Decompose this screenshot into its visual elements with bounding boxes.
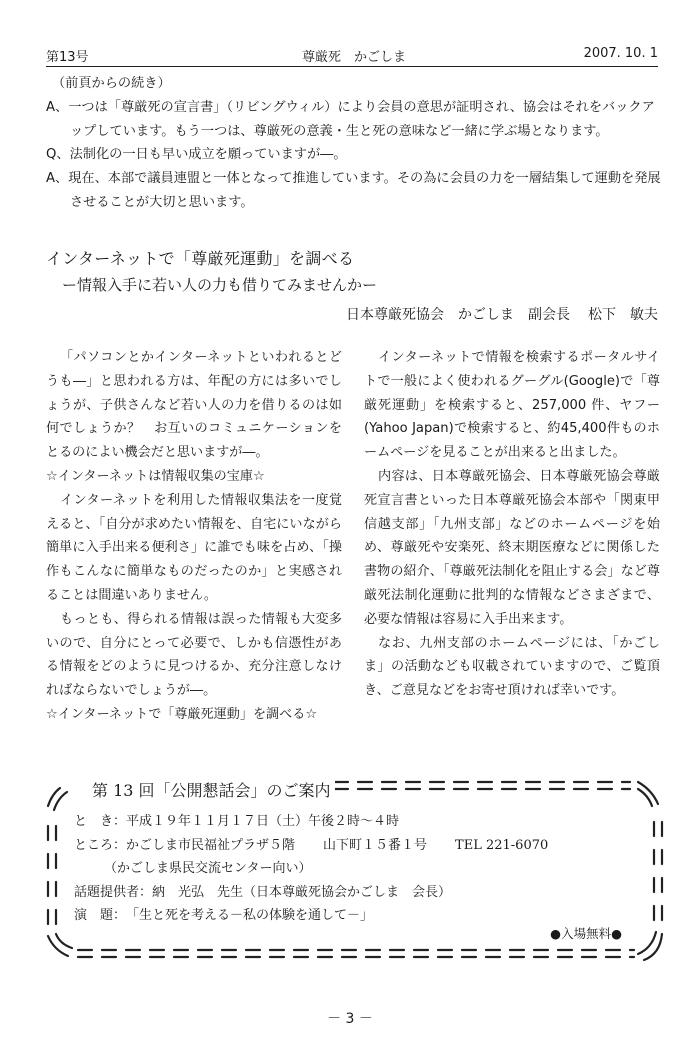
article-left-column — [46, 346, 342, 727]
right-paragraph-2: 内容は、日本尊厳死協会、日本尊厳死協会尊厳死宣言書といった日本尊厳死協会本部や「関東甲信越支部」「九州支部」などのホームページを始め、尊厳死や安楽死、終末期医療などに関係した書物の紹介、「尊厳死法制化を阻止する会」など尊厳死法制化運動に批判的な情報などさまざまで、必要な情報は容易に入手出来ます。 — [364, 468, 660, 627]
page-number: － 3 － — [327, 1011, 373, 1027]
article-subtitle: ー情報入手に若い人の力も借りてみませんかー — [62, 276, 378, 294]
article-byline — [328, 304, 658, 324]
place-address: 山下町１５番１号 — [323, 837, 428, 853]
notice-place-row — [74, 834, 634, 858]
qa-question-2: Q、法制化の一日も早い成立を願っていますが―。 — [46, 147, 347, 163]
article-right-column — [364, 346, 660, 703]
date-value: 平成１９年１１月１７日（土）午後２時～４時 — [126, 814, 400, 829]
event-notice-box — [34, 760, 672, 972]
left-heading-1: ☆インターネットは情報収集の宝庫☆ — [46, 468, 265, 484]
right-paragraph-3: なお、九州支部のホームページには、「かごしま」の活動なども収載されていますので、ご覧頂き、ご意見などをお寄せ頂ければ幸いです。 — [364, 635, 660, 699]
notice-title: 第 13 回「公開懇話会」のご案内 — [88, 778, 335, 801]
topic-label: 演 題： — [74, 908, 127, 923]
left-heading-2: ☆インターネットで「尊厳死運動」を調べる☆ — [46, 706, 318, 722]
speaker-label: 話題提供者： — [74, 884, 153, 900]
place-tel: TEL 221-6070 — [455, 837, 549, 853]
issue-number: 第13号 — [46, 50, 89, 65]
newsletter-title: 尊厳死 かごしま — [302, 50, 407, 65]
notice-body — [74, 810, 634, 928]
qa-answer-1: A、一つは「尊厳死の宣言書」（リビングウィル）により会員の意思が証明され、協会はそれをバックアップしています。もう一つは、尊厳死の意義・生と死の意味など一緒に学ぶ場となります。 — [46, 99, 655, 139]
continued-note: （前頁からの続き） — [52, 76, 171, 91]
issue-date: 2007. 10. 1 — [583, 46, 658, 61]
notice-speaker-row — [74, 881, 634, 905]
byline-name: 松下 敏夫 — [588, 307, 658, 323]
page-header — [46, 46, 658, 67]
place-label: ところ： — [74, 837, 127, 853]
place-note: （かごしま県民交流センター向い） — [104, 861, 312, 876]
byline-org: 日本尊厳死協会 かごしま 副会長 — [346, 307, 570, 323]
qa-answer-2: A、現在、本部で議員連盟と一体となって推進しています。その為に会員の力を一層結集して運動を発展させることが大切と思います。 — [46, 171, 661, 210]
left-paragraph-3: もっとも、得られる情報は誤った情報も大変多いので、自分にとって必要で、しかも信憑性がある情報をどのように見つけるか、充分注意しなければならないでしょうが―。 — [46, 611, 342, 699]
date-label: と き： — [74, 814, 127, 829]
notice-date-row — [74, 810, 634, 834]
left-paragraph-2: インターネットを利用した情報収集法を一度覚えると、「自分が求めたい情報を、自宅にいながら簡単に入手出来る便利さ」に誰でも味を占め、「操作もこんなに簡単なものだったのか」と実感されることは間違いありません。 — [46, 492, 342, 603]
right-paragraph-1: インターネットで情報を検索するポータルサイトで一般によく使われるグーグル(Google)で「尊厳死運動」を検索すると、257,000 件、ヤフー(Yahoo Japan)で検索すると、約45,400件ものホームページを見ることが出来ると出ました。 — [364, 350, 660, 461]
admission-free-badge: ●入場無料● — [550, 926, 622, 941]
speaker-value: 納 光弘 先生（日本尊厳死協会かごしま 会長） — [152, 884, 452, 900]
place-value: かごしま市民福祉プラザ５階 — [126, 837, 296, 853]
topic-value: 「生と死を考える－私の体験を通して－」 — [126, 908, 374, 923]
left-paragraph-1: 「パソコンとかインターネットといわれるとどうも―」と思われる方は、年配の方には多いでしょうが、子供さんなど若い人の力を借りるのは如何でしょうか？ お互いのコミュニケーションをとるのによい機会だと思いますが―。 — [46, 350, 342, 461]
article-title: インターネットで「尊厳死運動」を調べる — [46, 249, 355, 268]
qa-section — [46, 72, 661, 215]
notice-place-note-row — [74, 857, 634, 881]
